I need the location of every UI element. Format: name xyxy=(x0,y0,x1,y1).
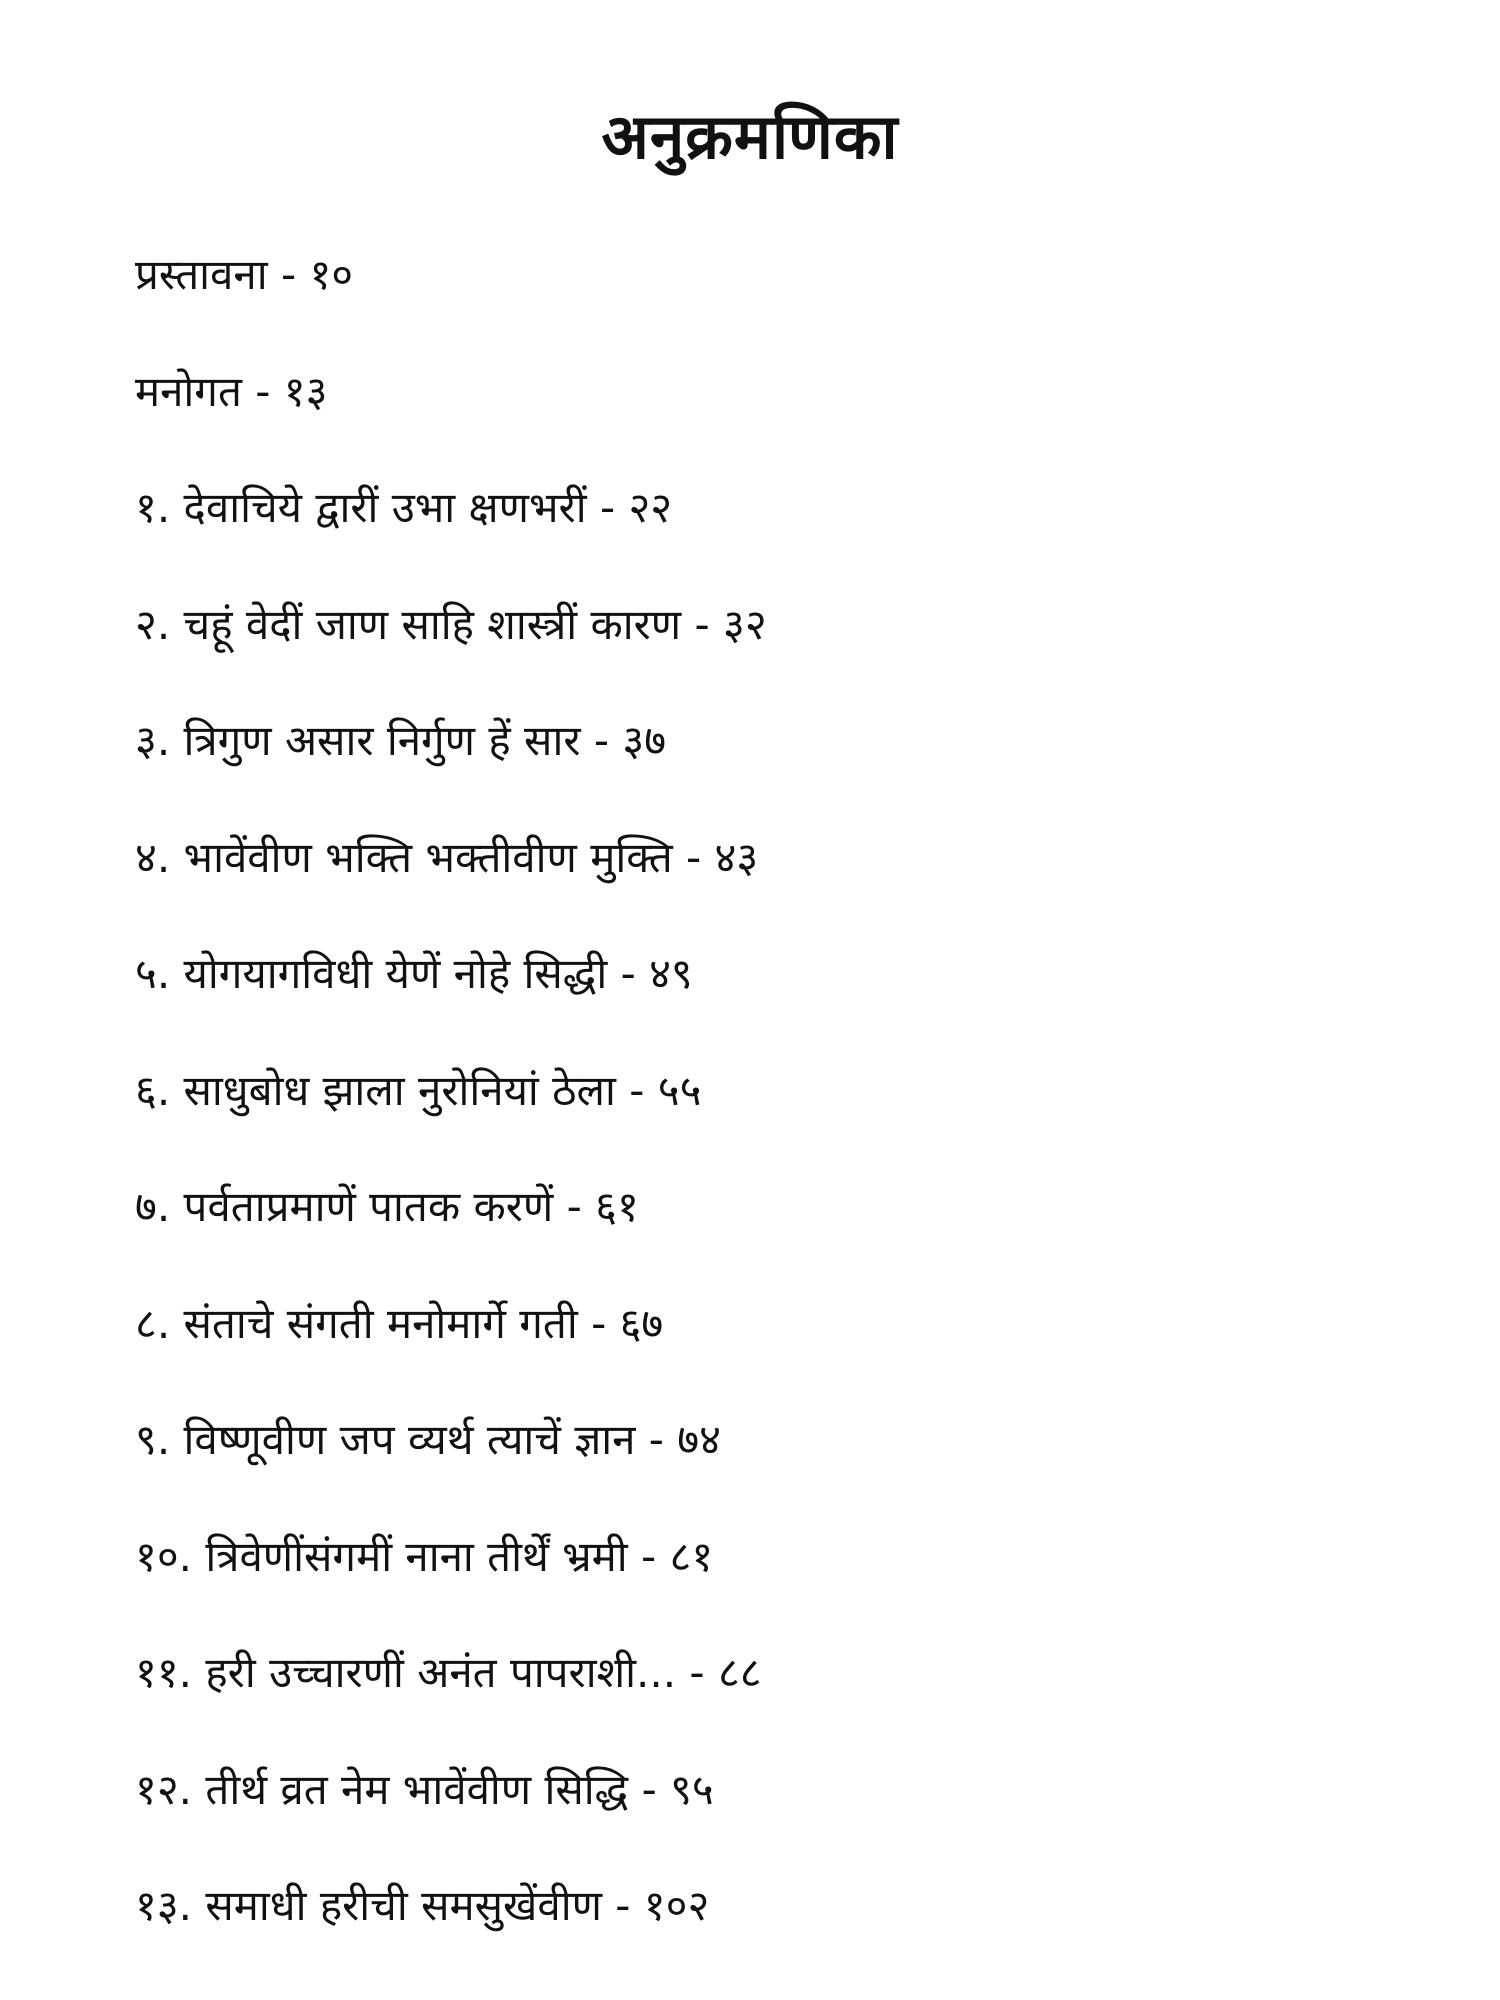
page-title: अनुक्रमणिका xyxy=(601,100,899,173)
toc-entry: ५. योगयागविधी येणें नोहे सिद्धी - ४९ xyxy=(135,949,693,998)
toc-entry: ११. हरी उच्चारणीं अनंत पापराशी... - ८८ xyxy=(135,1648,762,1697)
toc-entry: ४. भावेंवीण भक्ति भक्तीवीण मुक्ति - ४३ xyxy=(135,832,759,882)
toc-entry: मनोगत - १३ xyxy=(135,366,328,416)
toc-entry: १. देवाचिये द्वारीं उभा क्षणभरीं - २२ xyxy=(135,483,673,532)
toc-entry: ६. साधुबोध झाला नुरोनियां ठेला - ५५ xyxy=(135,1065,702,1115)
table-of-contents xyxy=(135,240,1335,1988)
toc-entry: ३. त्रिगुण असार निर्गुण हें सार - ३७ xyxy=(135,716,667,765)
toc-entry: ८. संताचे संगती मनोमार्गे गती - ६७ xyxy=(135,1298,664,1348)
toc-entry: १३. समाधी हरीची समसुखेंवीण - १०२ xyxy=(135,1881,710,1930)
toc-entry: ९. विष्णूवीण जप व्यर्थ त्याचें ज्ञान - ७४ xyxy=(135,1415,721,1464)
toc-entry: २. चहूं वेदीं जाण साहि शास्त्रीं कारण - ३२ xyxy=(135,599,767,649)
toc-entry: १०. त्रिवेणींसंगमीं नाना तीर्थें भ्रमी - ८१ xyxy=(135,1531,714,1581)
toc-entry: प्रस्तावना - १० xyxy=(135,250,354,299)
toc-entry: १२. तीर्थ व्रत नेम भावेंवीण सिद्धि - ९५ xyxy=(135,1764,714,1814)
toc-entry: ७. पर्वताप्रमाणें पातक करणें - ६१ xyxy=(135,1182,639,1231)
